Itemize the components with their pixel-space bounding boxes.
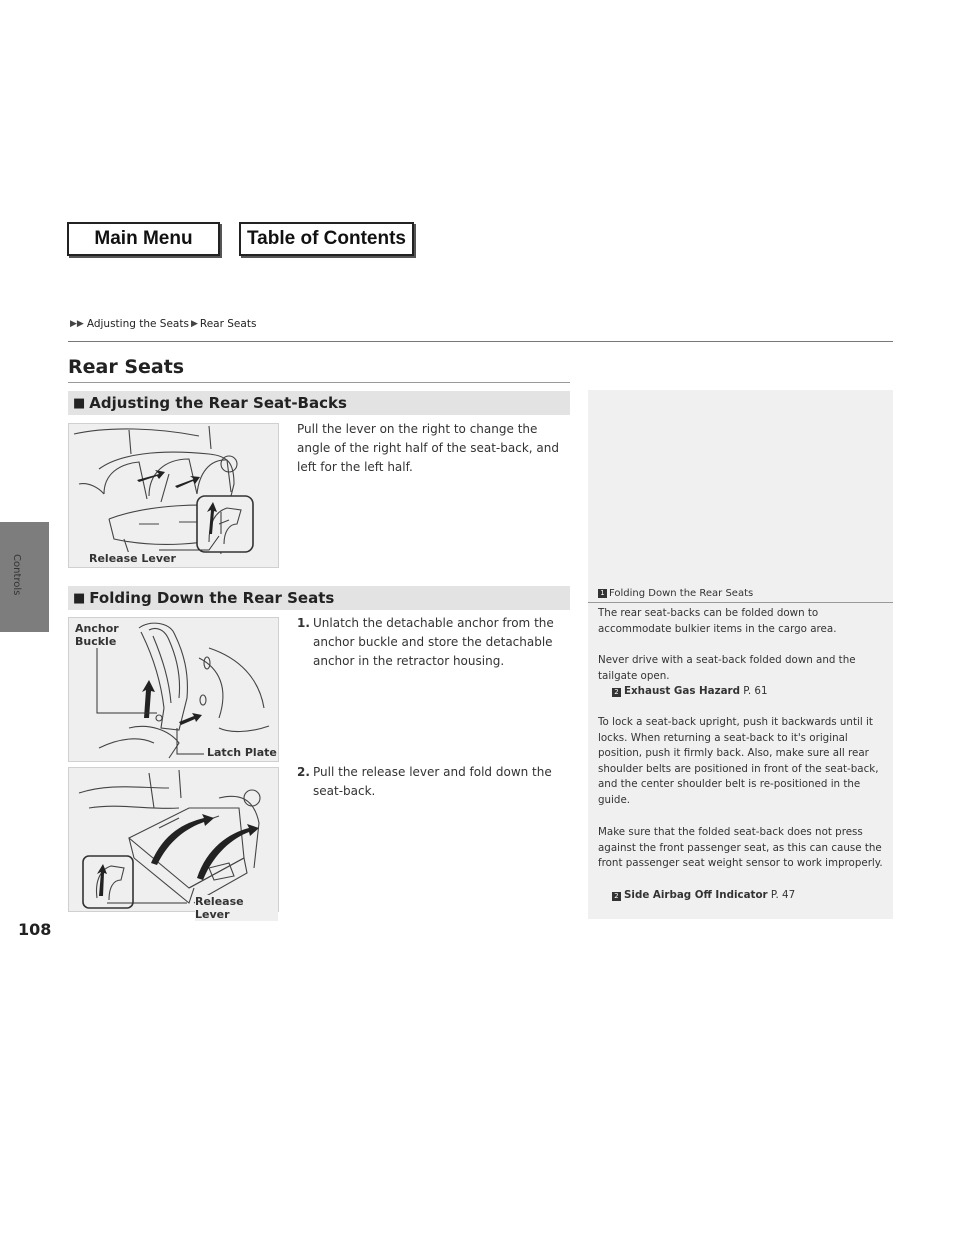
header-divider	[68, 341, 893, 342]
page-title: Rear Seats	[68, 356, 185, 378]
ref2-title: Side Airbag Off Indicator	[624, 889, 768, 901]
ref1-title: Exhaust Gas Hazard	[624, 685, 740, 697]
note-paragraph-4: Make sure that the folded seat-back does not press against the front passenger seat, as this can cause the front passenger seat weight sensor to work improperly.	[598, 826, 883, 870]
section-heading-folding	[68, 586, 570, 610]
fold-down-illustration	[68, 767, 279, 921]
breadcrumb-arrow-icon: ▶	[190, 319, 198, 329]
note-marker-icon: 1	[598, 589, 607, 598]
reference-arrow-icon: 2	[612, 892, 621, 901]
page-number: 108	[18, 920, 52, 939]
buckle-label: Buckle	[75, 635, 117, 648]
step2-text: Pull the release lever and fold down the seat-back.	[313, 765, 552, 798]
note-reference-1[interactable]	[598, 684, 900, 700]
anchor-buckle-illustration	[68, 617, 279, 762]
note-reference-2[interactable]	[598, 888, 900, 904]
breadcrumb-item-adjusting-seats[interactable]: Adjusting the Seats	[86, 318, 189, 330]
note-title	[598, 588, 753, 599]
latch-plate-label: Latch Plate	[207, 746, 277, 759]
note-title-text: Folding Down the Rear Seats	[609, 588, 754, 599]
note-paragraph-1: The rear seat-backs can be folded down to accommodate bulkier items in the cargo area.	[598, 607, 837, 635]
ref1-page: P. 61	[743, 685, 768, 697]
note-paragraph-2: Never drive with a seat-back folded down and the tailgate open.	[598, 654, 856, 682]
seatback-adjust-illustration	[68, 423, 279, 568]
title-divider	[68, 382, 570, 383]
breadcrumb-arrow-icon: ▶▶	[70, 319, 84, 329]
square-bullet-icon: ■	[73, 590, 86, 606]
square-bullet-icon: ■	[73, 395, 86, 411]
folded-seat-illustration-icon	[69, 768, 278, 911]
section-heading-text: Folding Down the Rear Seats	[89, 589, 335, 607]
chapter-tab	[0, 522, 49, 632]
anchor-label: Anchor	[75, 622, 119, 635]
section-heading-text: Adjusting the Rear Seat-Backs	[89, 394, 347, 412]
step1-text: Unlatch the detachable anchor from the anchor buckle and store the detachable anchor in the retractor housing.	[313, 616, 554, 668]
ref2-page: P. 47	[770, 889, 796, 901]
table-of-contents-button[interactable]: Table of Contents	[239, 222, 414, 256]
reference-arrow-icon: 2	[612, 688, 621, 697]
breadcrumb	[70, 318, 256, 330]
note-divider	[588, 602, 893, 603]
breadcrumb-item-rear-seats: Rear Seats	[199, 318, 257, 330]
step1-number: 1.	[297, 616, 310, 630]
release-lever-label: Release Lever	[195, 895, 278, 921]
release-lever-label: Release Lever	[89, 552, 176, 565]
note-paragraph-3: To lock a seat-back upright, push it backwards until it locks. When returning a seat-back to it's original position, push it firmly back. Also, make sure all rear shoulder belts are positioned in front of the seat-back, and the center shoulder belt is re-positioned in the guide.	[598, 716, 879, 806]
main-menu-button[interactable]: Main Menu	[67, 222, 220, 256]
chapter-label: Controls	[11, 554, 22, 596]
section1-body: Pull the lever on the right to change the angle of the right half of the seat-back, and left for the left half.	[297, 422, 559, 474]
section-heading-adjusting	[68, 391, 570, 415]
step2-number: 2.	[297, 765, 310, 779]
seat-illustration-icon	[69, 424, 278, 567]
